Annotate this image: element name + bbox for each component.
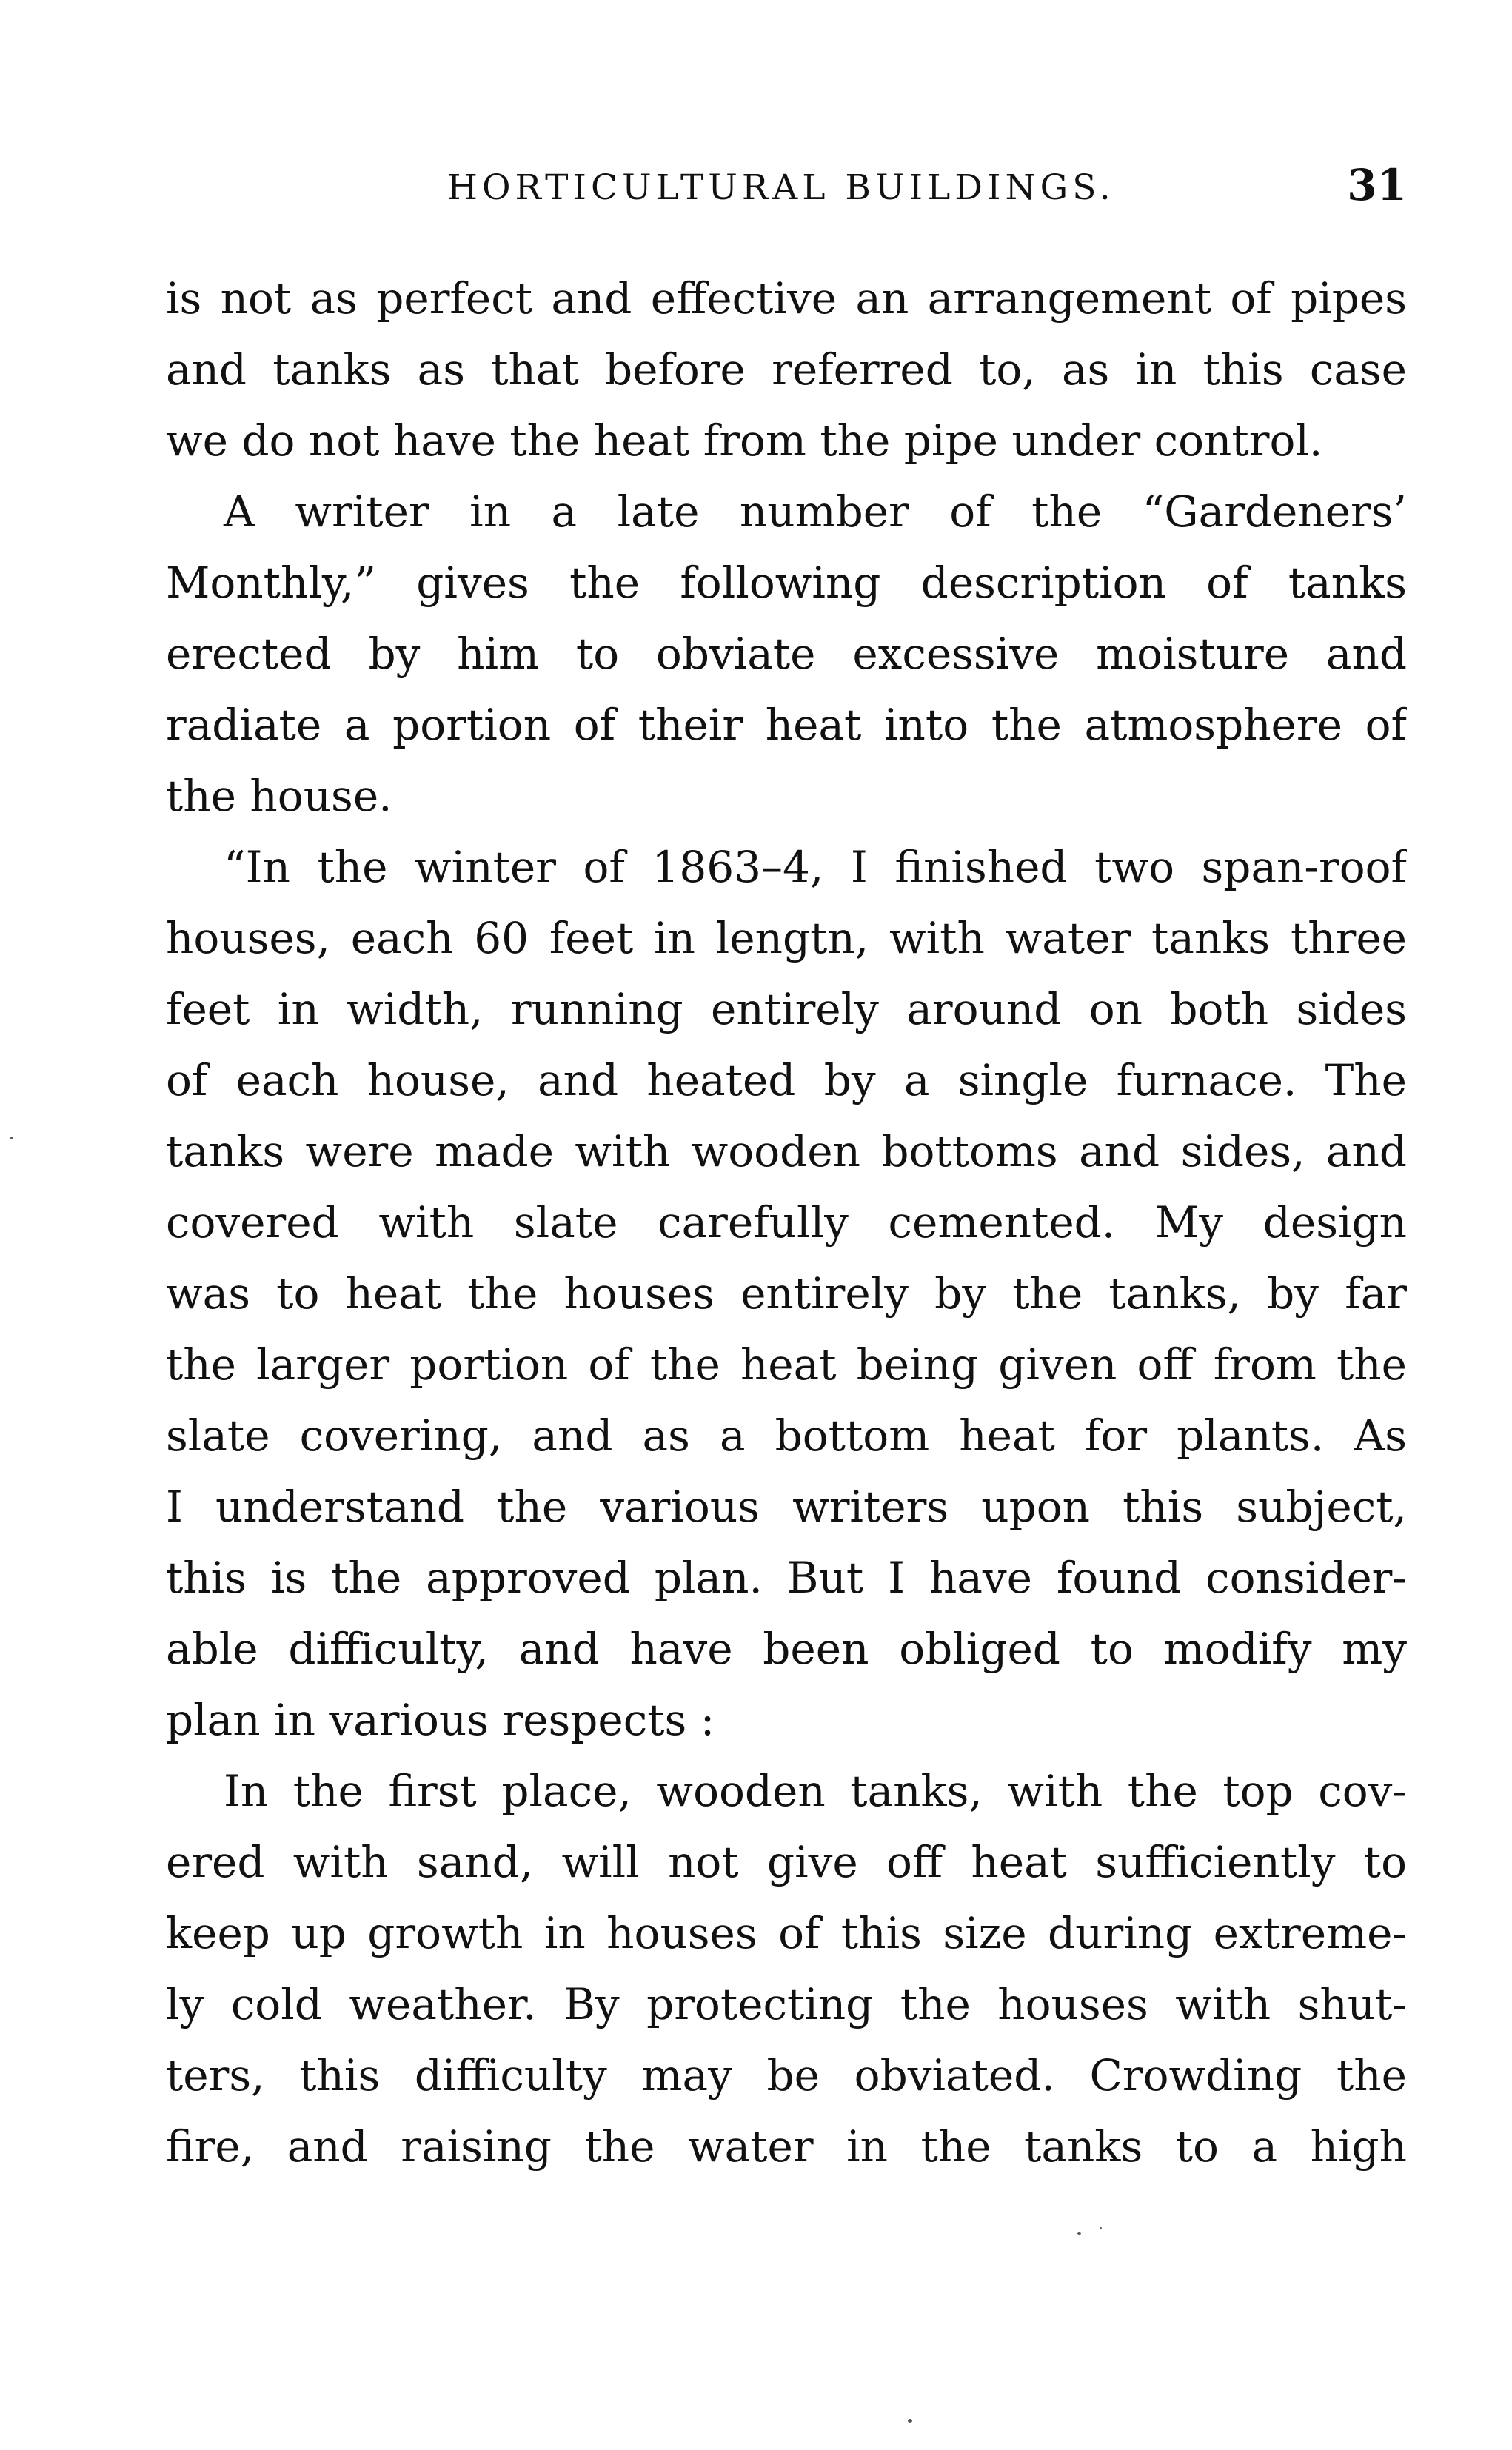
page-number: 31 [1347, 160, 1407, 210]
text-line: houses, each 60 feet in lengtn, with water tanks three [166, 913, 1407, 963]
text-line: and tanks as that before referred to, as in this case [166, 344, 1407, 395]
text-line: of each house, and heated by a single furnace. The [166, 1055, 1407, 1105]
text-line: the house. [166, 771, 392, 821]
text-line: was to heat the houses entirely by the tanks, by far [166, 1268, 1407, 1319]
scan-speck [10, 1137, 13, 1139]
text-line: the larger portion of the heat being given off from the [166, 1339, 1407, 1390]
scan-speck [1077, 2232, 1081, 2235]
text-line: covered with slate carefully cemented. My design [166, 1197, 1407, 1248]
running-title: HORTICULTURAL BUILDINGS. [447, 167, 1115, 208]
text-line: is not as perfect and effective an arrangement of pipes [166, 273, 1407, 324]
text-line: radiate a portion of their heat into the atmosphere of [166, 700, 1407, 750]
text-line: able difficulty, and have been obliged to modify my [166, 1624, 1407, 1674]
text-line: fire, and raising the water in the tanks to a high [166, 2121, 1407, 2172]
text-line: we do not have the heat from the pipe under control. [166, 415, 1323, 466]
text-line: Monthly,” gives the following description of tanks [166, 558, 1407, 608]
text-line: ered with sand, will not give off heat sufficiently to [166, 1837, 1407, 1887]
running-head [166, 160, 1407, 212]
text-line: ly cold weather. By protecting the houses with shut- [166, 1979, 1407, 2029]
text-line: tanks were made with wooden bottoms and sides, and [166, 1126, 1407, 1177]
text-line: keep up growth in houses of this size during extreme- [166, 1908, 1407, 1958]
paragraph-start-line: A writer in a late number of the “Gardeners’ [224, 486, 1407, 537]
text-line: slate covering, and as a bottom heat for plants. As [166, 1410, 1407, 1461]
text-line: this is the approved plan. But I have found consider- [166, 1553, 1407, 1603]
paragraph-start-line: “In the winter of 1863–4, I finished two span-roof [224, 842, 1407, 892]
text-line: erected by him to obviate excessive moisture and [166, 629, 1407, 679]
scan-speck [908, 2419, 912, 2423]
text-line: plan in various respects : [166, 1695, 715, 1745]
scan-speck [1100, 2227, 1102, 2229]
text-line: feet in width, running entirely around on both sides [166, 984, 1407, 1034]
text-line: ters, this difficulty may be obviated. Crowding the [166, 2050, 1407, 2101]
text-line: I understand the various writers upon this subject, [166, 1482, 1407, 1532]
body-text [166, 263, 1407, 2182]
paragraph-start-line: In the first place, wooden tanks, with the top cov- [224, 1766, 1407, 1816]
